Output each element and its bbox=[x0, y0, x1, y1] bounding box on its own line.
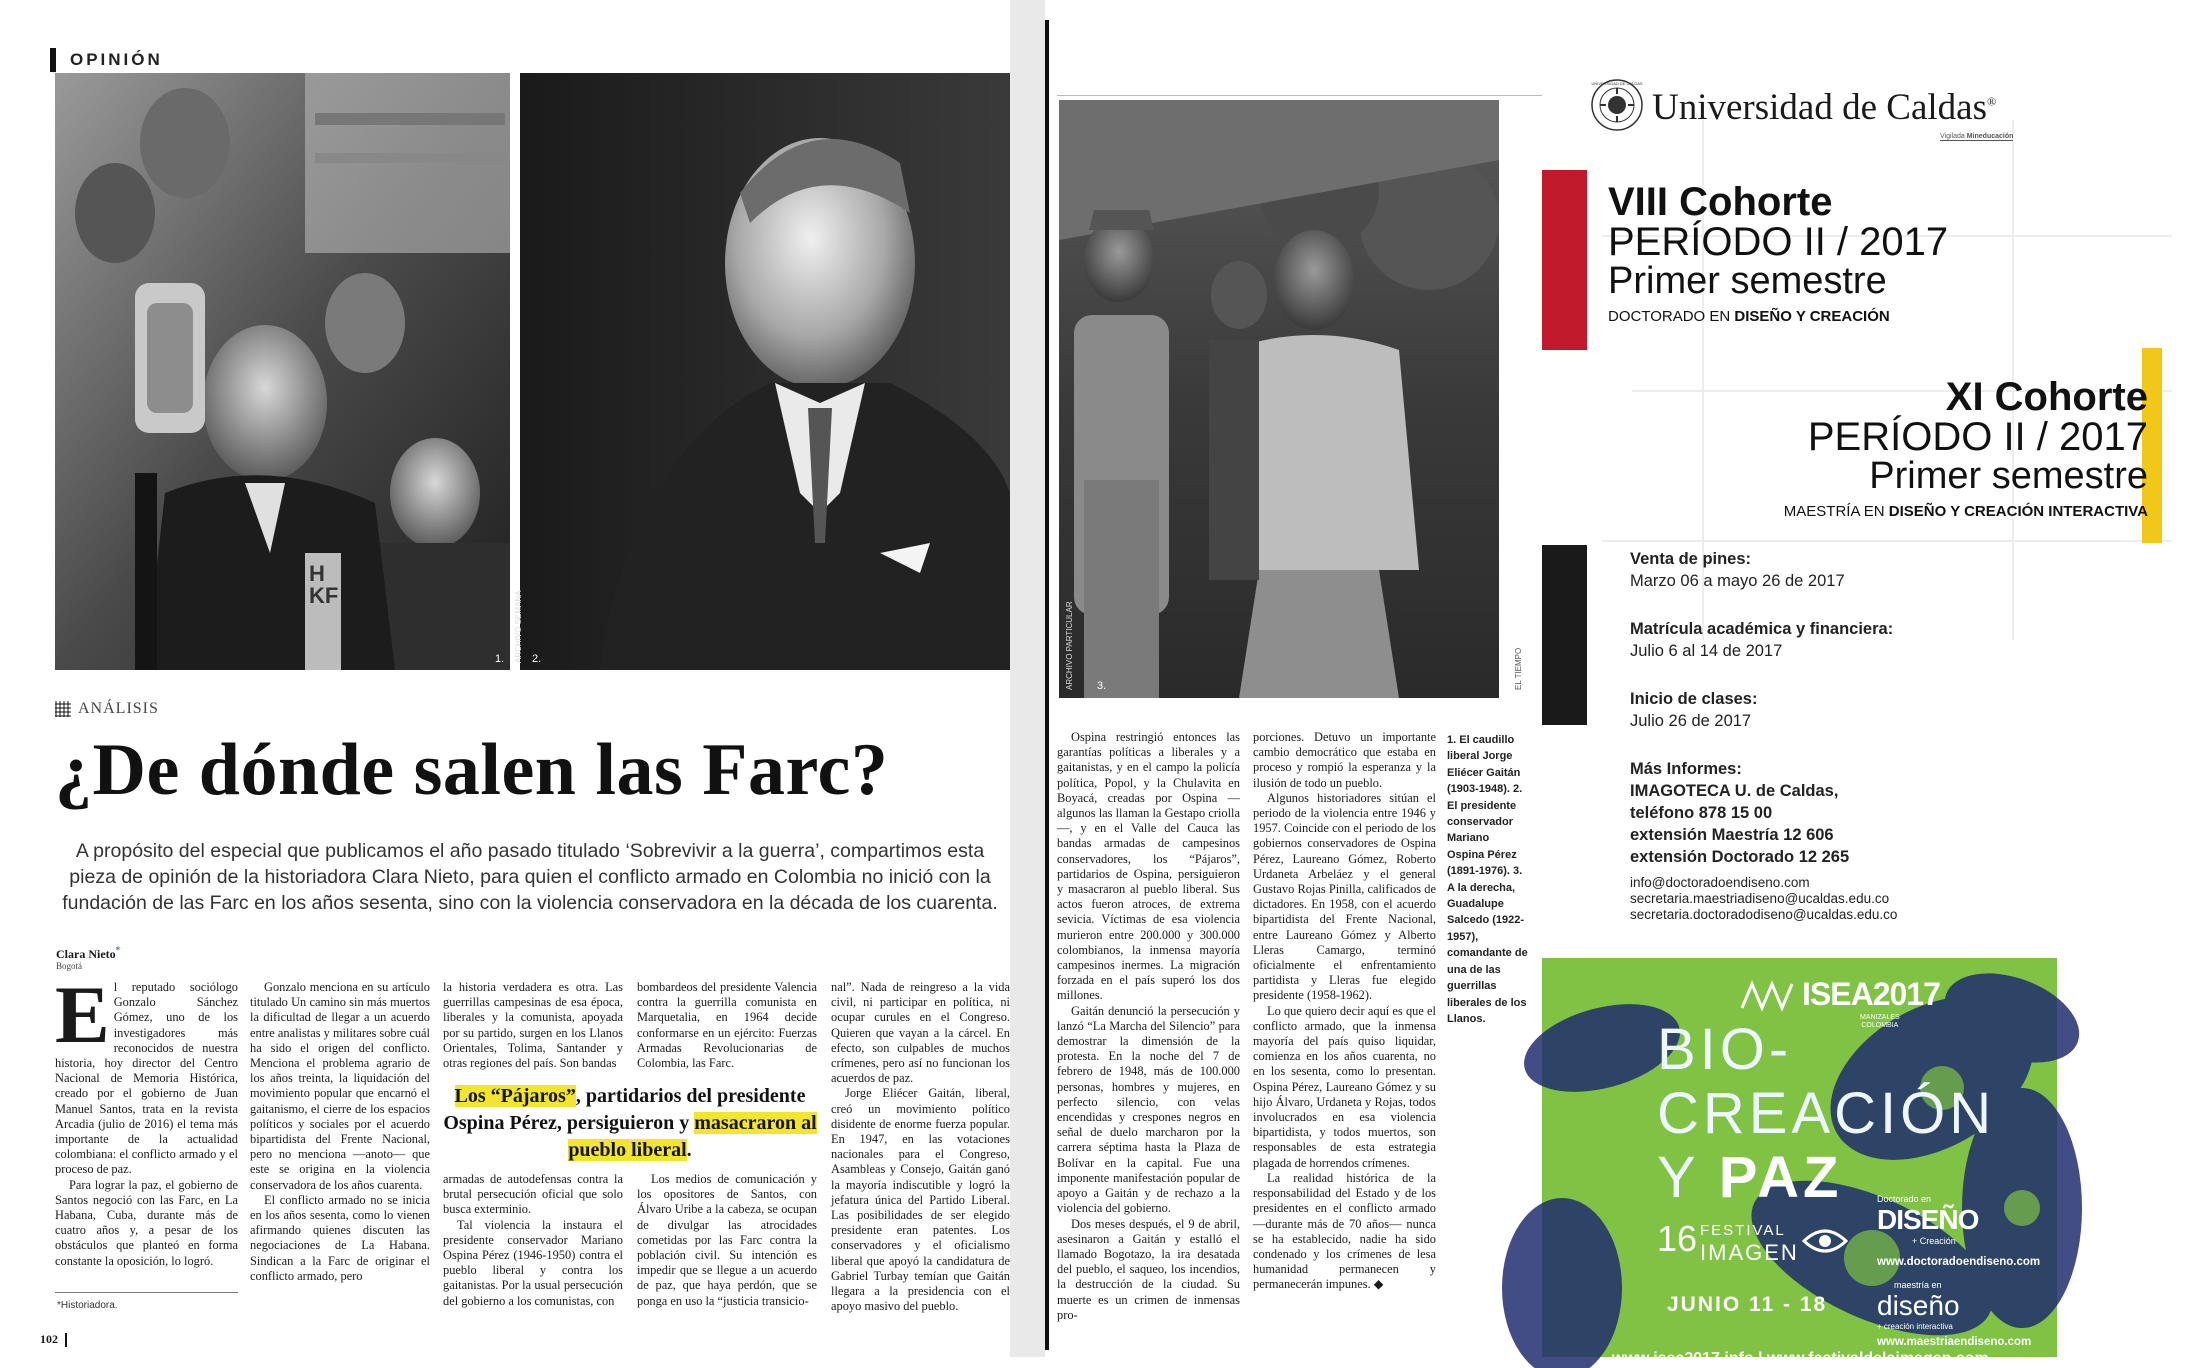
cohort-8-program bbox=[1608, 308, 1890, 325]
column-3-top bbox=[443, 980, 623, 1071]
col5-para-1: nal”. Nada de reingreso a la vida civil, ni participar en política, ni ocupar curules en el Congreso. Quieren que vayan a la cárcel. En efecto, son culpables de muchos crímenes, pero así no funcionan los acuerdos de paz. bbox=[831, 980, 1010, 1086]
photo-3-number: 3. bbox=[1097, 680, 1107, 692]
ad-deco-line bbox=[1602, 540, 2172, 542]
mic-text: HKF bbox=[309, 561, 339, 608]
matricula-label: Matrícula académica y financiera: bbox=[1630, 620, 1894, 638]
doctorado-big: DISEÑO bbox=[1877, 1204, 1979, 1235]
subhead: A propósito del especial que publicamos el año pasado titulado ‘Sobrevivir a la guerra’, compartimos esta pieza de opinión de la historiadora Clara Nieto, para quien el conflicto armado en Colombia no inició con la fundación de las Farc en los años sesenta, sino con la violencia conservadora en la década de los cuarenta. bbox=[62, 840, 998, 914]
bio-line-3a: Y bbox=[1657, 1145, 1719, 1210]
col5-para-2: Jorge Eliécer Gaitán, liberal, creó un movimiento político disidente de enorme fuerza popular. En 1947, en las votaciones nacionales para el Congreso, Asambleas y Consejo, Gaitán ganó la mayoría indiscutible y logró la jefatura única del Partido Liberal. Las posibilidades de ser elegido presidente eran patentes. Los conservadores y el oficialismo liberal que apoyó la candidatura de Gabriel Turbay temían que Gaitán llegara a la presidencia con el apoyo masivo del pueblo. bbox=[831, 1086, 1010, 1314]
cohort-8-semester: Primer semestre bbox=[1608, 260, 1887, 302]
matricula-value: Julio 6 al 14 de 2017 bbox=[1630, 642, 1783, 660]
email-maestria[interactable]: secretaria.maestriadiseno@ucaldas.edu.co bbox=[1630, 891, 1890, 906]
ad-info bbox=[1630, 548, 1893, 868]
photo-guerrilla bbox=[1059, 100, 1523, 698]
pull-quote-highlight-2: masacraron al pueblo liberal bbox=[568, 1112, 817, 1161]
bio-title bbox=[1657, 1018, 1995, 1210]
isea-sub-1: MANIZALES bbox=[1860, 1014, 1900, 1021]
maestria-plus: + creación interactiva bbox=[1877, 1322, 1953, 1331]
pull-quote-end: . bbox=[686, 1139, 692, 1161]
column-2 bbox=[250, 980, 430, 1284]
vigilada-label bbox=[1940, 133, 2013, 141]
left-page bbox=[0, 0, 1010, 1357]
festival-text bbox=[1700, 1220, 1799, 1264]
footnote-rule bbox=[55, 1292, 238, 1293]
pull-quote bbox=[443, 1083, 817, 1164]
author-mark: * bbox=[115, 945, 121, 955]
cohort-11-period: PERÍODO II / 2017 bbox=[1807, 415, 2148, 459]
photo-3-credit-left: ARCHIVO PARTICULAR bbox=[1065, 601, 1074, 690]
col1-para-1: l reputado sociólogo Gonzalo Sánchez Gómez, uno de los investigadores más reconocidos de nuestra historia, hoy director del Centro Nacional de Memoria Histórica, creado por el gobierno de Juan Manuel Santos, trata en la revista Arcadia (julio de 2016) el tema más importante de la actualidad colombiana: el conflicto armado y el proceso de paz. bbox=[55, 980, 238, 1177]
cohort-11-program-a: MAESTRÍA EN bbox=[1783, 503, 1889, 520]
r-col1-para-1: Ospina restringió entonces las garantías políticas a liberales y a gaitanistas, y en el campo la policía política, Popol, y la Chulavita en Boyacá, creadas por Ospina —algunos las llaman la Gestapo criolla—, y en el Valle del Cauca las bandas armadas de campesinos conservadores, los “Pájaros”, partidarios de Ospina, persiguieron y masacraron al pueblo liberal. Sus actos fueron atroces, de extrema sevicia. Víctimas de esa violencia murieron entre 200.000 y 300.000 colombianos, la inmensa mayoría campesinos inermes. La migración forzada en el país superó los dos millones. bbox=[1057, 730, 1240, 1003]
email-doctorado[interactable]: secretaria.doctoradodiseno@ucaldas.edu.co bbox=[1630, 907, 1898, 922]
red-accent-bar bbox=[1542, 170, 1587, 350]
maestria-big: diseño bbox=[1877, 1290, 1960, 1321]
col2-para-2: El conflicto armado no se inicia en los años sesenta, como lo vienen afirmando quienes discuten las negociaciones de La Habana. Sindican a la Farc de originar el conflicto armado, pero bbox=[250, 1192, 430, 1283]
university-name-text: Universidad de Caldas bbox=[1652, 87, 1987, 128]
informes-line-3: extensión Maestría 12 606 bbox=[1630, 826, 1834, 844]
vigilada-text: Vigilada bbox=[1940, 133, 1967, 140]
col3-bottom-para-2: Tal violencia la instaura el presidente conservador Mariano Ospina Pérez (1946-1950) contra el pueblo liberal y contra los gaitanistas. Por la usual persecución del gobierno a los comunistas, con bbox=[443, 1217, 623, 1308]
r-col2-para-3: Lo que quiero decir aquí es que el conflicto armado, que la inmensa mayoría del país quiso liquidar, comienza en los años cuarenta, no en los sesenta, como lo presentan. Ospina Pérez, Laureano Gómez y su hijo Álvaro, Urdaneta y Rojas, todos involucrados en esa violencia bipartidista, y todos muertos, son responsables de esta estrategia plagada de horrendos crímenes. bbox=[1253, 1003, 1436, 1170]
col2-para-1: Gonzalo menciona en su artículo titulado Un camino sin más muertos la dificultad de llegar a un acuerdo entre analistas y militares sobre cuál ha sido el origen del conflicto. Menciona el problema agrario de los años treinta, la liquidación del movimiento popular que encarnó el gaitanismo, el cierre de los espacios políticos y sociales por el acuerdo bipartidista del Frente Nacional, pero no menciona —anoto— que este se origina en la violencia conservadora de los años cuarenta. bbox=[250, 980, 430, 1192]
university-name bbox=[1652, 86, 1996, 129]
informes-line-2: teléfono 878 15 00 bbox=[1630, 804, 1773, 822]
r-col2-para-1: porciones. Detuvo un importante cambio democrático que estaba en proceso y rompió la esperanza y la ilusión de todo un pueblo. bbox=[1253, 730, 1436, 790]
page-number: 102 bbox=[40, 1332, 58, 1346]
column-1 bbox=[55, 969, 238, 1269]
drop-cap: E bbox=[55, 969, 110, 1060]
byline bbox=[56, 945, 120, 962]
bio-line-1: BIO- bbox=[1657, 1017, 1793, 1082]
isea-logo-text: ISEA2017 bbox=[1802, 976, 1940, 1012]
festival-number: 16 bbox=[1657, 1218, 1698, 1259]
university-seal-icon bbox=[1590, 78, 1644, 132]
column-4-top bbox=[637, 980, 817, 1071]
footnote: *Historiadora. bbox=[57, 1300, 118, 1311]
festival-banner bbox=[1542, 958, 2057, 1367]
pull-quote-highlight-1: Los “Pájaros” bbox=[454, 1085, 576, 1107]
bio-line-2: CREACIÓN bbox=[1657, 1081, 1996, 1146]
pull-quote-mid: , partidarios del presidente Ospina Pérez, persiguieron y bbox=[443, 1085, 806, 1134]
photo-gaitan-art bbox=[55, 73, 510, 670]
festival-line-1: FESTIVAL bbox=[1700, 1222, 1786, 1239]
r-col2-para-4-text: La realidad histórica de la responsabilidad del Estado y de los presidentes en el conflicto armado —durante más de 70 años— nunca se ha establecido, nadie ha sido condenado y los crímenes de lesa humanidad permanecen y permanecerán impunes. bbox=[1253, 1170, 1436, 1292]
doctorado-url[interactable]: www.doctoradoendiseno.com bbox=[1877, 1256, 2041, 1268]
col1-para-2: Para lograr la paz, el gobierno de Santos negoció con las Farc, en La Habana, Cuba, durante más de cuatro años y, a pesar de los obstáculos que planteó en forma constante la oposición, lo logró. bbox=[55, 1177, 238, 1268]
venta-label: Venta de pines: bbox=[1630, 550, 1752, 568]
r-col2-para-4 bbox=[1253, 1171, 1436, 1293]
headline: ¿De dónde salen las Farc? bbox=[55, 729, 889, 811]
festival-line-2: IMAGEN bbox=[1700, 1240, 1799, 1265]
column-3-bottom bbox=[443, 1172, 623, 1309]
right-column-2 bbox=[1253, 730, 1436, 1293]
university-ad bbox=[1542, 20, 2192, 1367]
col4-bottom-text: Los medios de comunicación y los opositores de Santos, con Álvaro Uribe a la cabeza, se ocupan de divulgar las atrocidades cometidas por las Farc contra la población civil. Su intención es impedir que se llegue a un acuerdo de paz, que haya perdón, que se ponga en uso la “justicia transicio- bbox=[637, 1172, 817, 1308]
festival-eye-icon bbox=[1802, 1226, 1848, 1256]
ad-emails bbox=[1630, 875, 1897, 923]
black-accent-bar bbox=[1542, 545, 1587, 725]
section-label: OPINIÓN bbox=[70, 50, 163, 69]
photo-3-credit-right: EL TIEMPO bbox=[1514, 647, 1523, 690]
section-marker bbox=[50, 48, 56, 72]
mineducacion-text: Mineducación bbox=[1966, 133, 2014, 140]
cohort-8-program-b: DISEÑO Y CREACIÓN bbox=[1734, 308, 1890, 325]
seal-text: UNIVERSIDAD DE CALDAS bbox=[1591, 81, 1643, 86]
photo-1-number: 1. bbox=[495, 653, 505, 665]
bio-line-3b: PAZ bbox=[1718, 1145, 1843, 1210]
author-city: Bogotá bbox=[56, 961, 82, 971]
column-4-bottom bbox=[637, 1172, 817, 1309]
grid-icon bbox=[55, 701, 71, 717]
email-info[interactable]: info@doctoradoendiseno.com bbox=[1630, 875, 1810, 890]
festival-dates: JUNIO 11 - 18 bbox=[1667, 1293, 1828, 1316]
col4-top-text: bombardeos del presidente Valencia contra la guerrilla comunista en Marquetalia, en 1964 decide conformarse en un ejército: Fuerzas Armadas Revolucionarias de Colombia, las Farc. bbox=[637, 980, 817, 1071]
column-5 bbox=[831, 980, 1010, 1314]
col3-bottom-para-1: armadas de autodefensas contra la brutal persecución oficial que solo busca exterminio. bbox=[443, 1172, 623, 1217]
informes-label: Más Informes: bbox=[1630, 760, 1742, 778]
photo-caption: 1. El caudillo liberal Jorge Eliécer Gaitán (1903-1948). 2. El presidente conservador Mariano Ospina Pérez (1891-1976). 3. A la derecha, Guadalupe Salcedo (1922-1957), comandante de una de las guerrillas liberales de los Llanos. bbox=[1447, 734, 1528, 1025]
right-page bbox=[1045, 0, 2196, 1367]
photo-gaitan bbox=[55, 73, 510, 670]
isea-sub-2: COLOMBIA bbox=[1861, 1022, 1899, 1029]
inicio-label: Inicio de clases: bbox=[1630, 690, 1758, 708]
bio-line-3 bbox=[1657, 1146, 1995, 1210]
cohort-8-title: VIII Cohorte bbox=[1608, 180, 1833, 224]
doctorado-plus: + Creación bbox=[1912, 1236, 1956, 1246]
doctorado-small: Doctorado en bbox=[1877, 1194, 1932, 1204]
informes-line-4: extensión Doctorado 12 265 bbox=[1630, 848, 1850, 866]
footer-urls[interactable]: www.isea2017.info | www.festivaldelaimagen.com bbox=[1612, 1350, 1989, 1367]
page-number-bar bbox=[65, 1333, 67, 1347]
r-col2-para-2: Algunos historiadores sitúan el periodo de la violencia entre 1946 y 1957. Coincide con el periodo de los gobiernos conservadores de Ospina Pérez, Laureano Gómez, Roberto Urdaneta Arbeláez y el general Gustavo Rojas Pinilla, calificados de dictadores. En 1958, con el acuerdo bipartidista del Frente Nacional, entre Laureano Gómez y Alberto Lleras Camargo, terminó oficialmente el enfrentamiento partidista y Lleras fue elegido presidente (1958-1962). bbox=[1253, 790, 1436, 1003]
isea-logo-icon bbox=[1740, 980, 1800, 1010]
r-col1-para-2: Gaitán denunció la persecución y lanzó “La Marcha del Silencio” para demostrar la dimensión de la protesta. En la noche del 7 de febrero de 1948, más de 100.000 personas, hombres y mujeres, en perfecto silencio, con velas encendidas y crespones negros en señal de duelo marcharon por la carrera séptima hasta la Plaza de Bolívar en la capital. Fue una imponente manifestación popular de apoyo a Gaitán y de rechazo a la violencia del gobierno. bbox=[1057, 1003, 1240, 1216]
cohort-8-program-a: DOCTORADO EN bbox=[1608, 308, 1735, 325]
author-name: Clara Nieto bbox=[56, 947, 116, 961]
maestria-small: maestría en bbox=[1894, 1280, 1942, 1290]
photo-top-rule bbox=[1057, 95, 1557, 96]
end-mark: ◆ bbox=[1373, 1277, 1384, 1292]
cohort-11-program bbox=[1784, 503, 2148, 520]
registered-mark: ® bbox=[1986, 94, 1997, 109]
kicker: ANÁLISIS bbox=[78, 700, 159, 717]
cohort-11-title: XI Cohorte bbox=[1945, 375, 2148, 419]
right-column-1 bbox=[1057, 730, 1240, 1323]
page-gutter bbox=[1010, 0, 1045, 1357]
col3-top-text: la historia verdadera es otra. Las guerrillas campesinas de esa época, liberales y la comunista, apoyada por su partido, surgen en los Llanos Orientales, Tolima, Santander y otras regiones del país. Son bandas bbox=[443, 980, 623, 1071]
right-page-edge bbox=[1045, 20, 1049, 1350]
venta-value: Marzo 06 a mayo 26 de 2017 bbox=[1630, 572, 1845, 590]
photo-credit: ARCHIVO SEMANA bbox=[514, 590, 523, 663]
photo-guerrilla-art bbox=[1059, 100, 1499, 698]
cohort-8-period: PERÍODO II / 2017 bbox=[1608, 220, 1949, 264]
cohort-11-program-b: DISEÑO Y CREACIÓN INTERACTIVA bbox=[1888, 503, 2148, 520]
informes-line-1: IMAGOTECA U. de Caldas, bbox=[1630, 782, 1839, 800]
photo-ospina-art bbox=[520, 73, 1010, 670]
photo-ospina bbox=[514, 73, 1010, 670]
cohort-11-semester: Primer semestre bbox=[1869, 455, 2148, 497]
photo-2-number: 2. bbox=[532, 653, 542, 665]
maestria-url[interactable]: www.maestriaendiseno.com bbox=[1877, 1336, 2032, 1348]
r-col1-para-3: Dos meses después, el 9 de abril, asesinaron a Gaitán y estalló el llamado Bogotazo, la ira desatada del pueblo, el saqueo, los incendios, la destrucción de la ciudad. Su muerte es un crimen de inmensas pro- bbox=[1057, 1216, 1240, 1322]
inicio-value: Julio 26 de 2017 bbox=[1630, 712, 1752, 730]
